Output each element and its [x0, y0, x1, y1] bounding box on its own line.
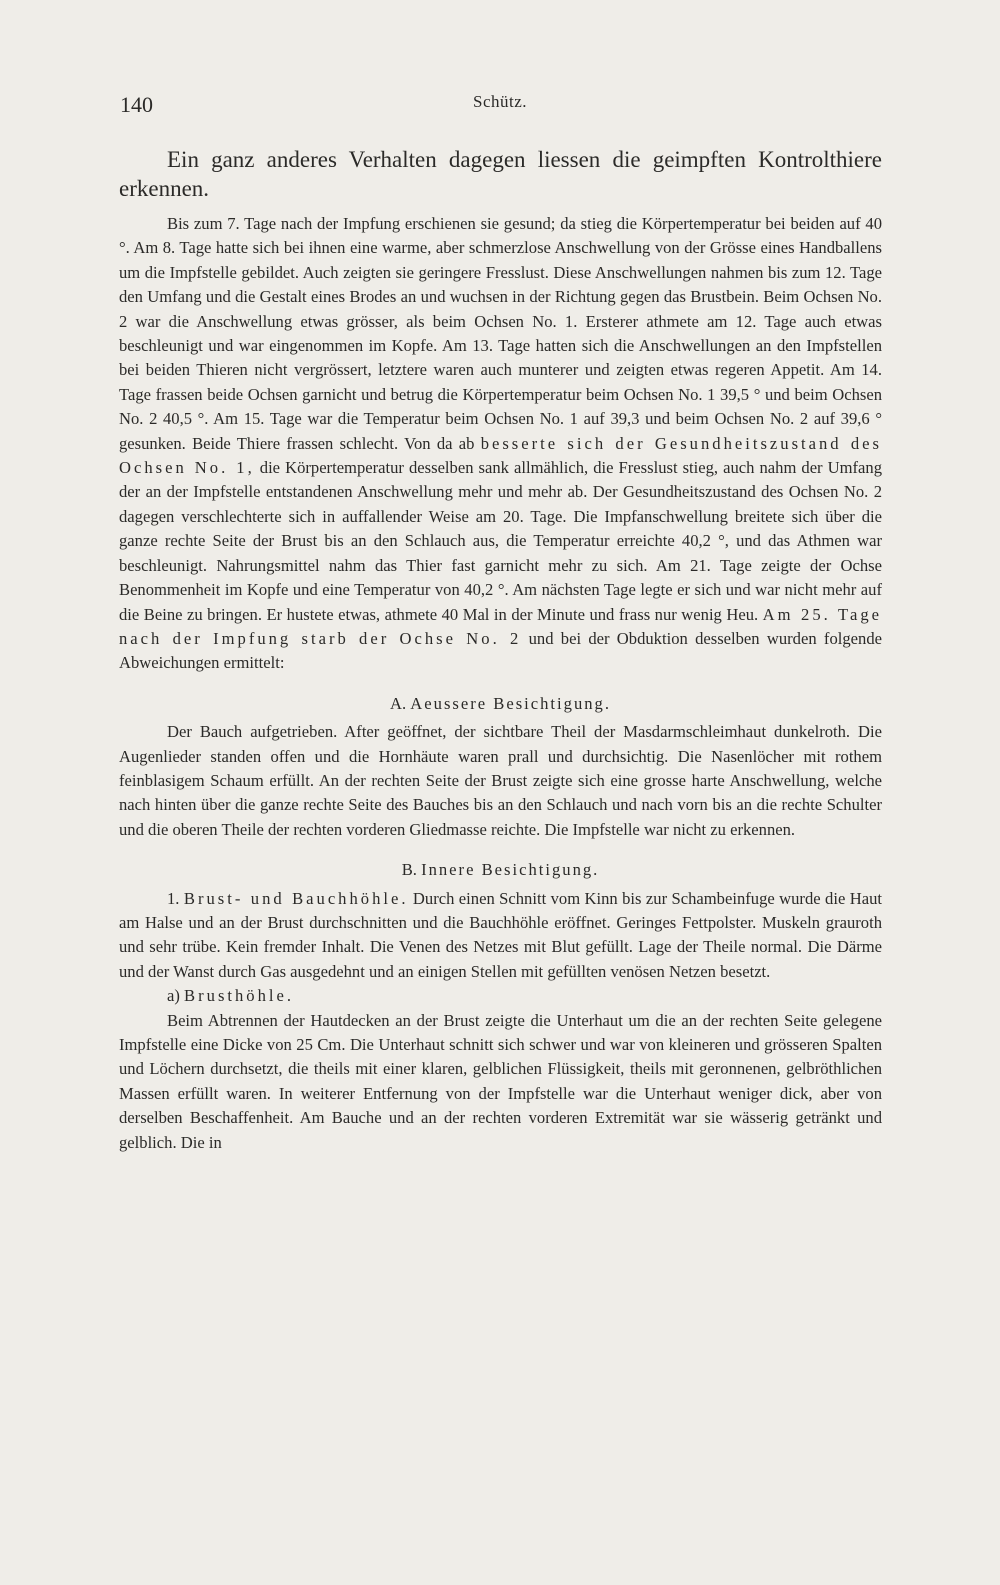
- paragraph-internal-inspection: [119, 887, 882, 985]
- subsection-title: Brusthöhle.: [184, 986, 295, 1006]
- paragraph-text: Bis zum 7. Tage nach der Impfung erschienen sie gesund; da stieg die Körpertemperatur bei beiden auf 40 °. Am 8. Tage hatte sich bei ihnen eine warme, aber schmerzlose Anschwellung von der Grösse eines Handballens um die Impfstelle gebildet. Auch zeigten sie geringere Fresslust. Diese Anschwellungen nahmen bis zum 12. Tage den Umfang und die Gestalt eines Brodes an und wuchsen in der Richtung gegen das Brustbein. Beim Ochsen No. 2 war die Anschwellung etwas grösser, als beim Ochsen No. 1. Ersterer athmete am 12. Tage auch etwas beschleunigt und war eingenommen im Kopfe. Am 13. Tage hatten sich die Anschwellungen an den Impfstellen bei beiden Thieren nicht vergrössert, letztere waren auch munterer und zeigten etwas regeren Appetit. Am 14. Tage frassen beide Ochsen garnicht und betrug die Körpertemperatur beim Ochsen No. 1 39,5 ° und beim Ochsen No. 2 40,5 °. Am 15. Tage war die Temperatur beim Ochsen No. 1 auf 39,3 und beim Ochsen No. 2 auf 39,6 ° gesunken. Beide Thiere frassen schlecht. Von da ab: [119, 214, 882, 453]
- paragraph-text: und bei der Obduktion desselben wurden folgende Abweichungen ermittelt:: [119, 628, 882, 673]
- running-head: Schütz.: [472, 92, 528, 111]
- paragraph-text: die Körpertemperatur desselben sank allmählich, die Fresslust stieg, auch nahm der Umfang der an der Impfstelle entstandenen Anschwellung mehr und mehr ab. Der Gesundheitszustand des Ochsen No. 2 dagegen verschlechterte sich in auffallender Weise am 20. Tage. Die Impfanschwellung breitete sich über die ganze rechte Seite der Brust bis an den Schlauch aus, die Temperatur erreichte 40,2 °, und das Athmen war beschleunigt. Nahrungsmittel nahm das Thier fast garnicht mehr zu sich. Am 21. Tage zeigte der Ochse Benommenheit im Kopfe und eine Temperatur von 40,2 °. Am nächsten Tage legte er sich und war nicht mehr auf die Beine zu bringen. Er hustete etwas, athmete 40 Mal in der Minute und frass nur wenig Heu.: [119, 458, 883, 624]
- section-heading-b: [119, 858, 882, 882]
- subsection-label: [119, 984, 882, 1008]
- section-prefix: A.: [390, 693, 411, 713]
- section-heading-a: [119, 692, 882, 716]
- page-number: 140: [120, 92, 153, 117]
- paragraph-clinical-course: [119, 212, 882, 676]
- spaced-emphasis: besserte sich der Gesundheitszustand des Ochsen No. 1,: [119, 433, 882, 478]
- section-prefix: B.: [401, 860, 422, 880]
- section-title: Innere Besichtigung.: [421, 860, 600, 880]
- paragraph-text: Durch einen Schnitt vom Kinn bis zur Schambeinfuge wurde die Haut am Halse und an der Brust durchschnitten und die Bauchhöhle eröffnet. Geringes Fettpolster. Muskeln grauroth und sehr trübe. Kein fremder Inhalt. Die Venen des Netzes mit Blut gefüllt. Lage der Theile normal. Die Därme und der Wanst durch Gas ausgedehnt und an einigen Stellen mit gefüllten venösen Netzen besetzt.: [119, 888, 882, 981]
- page-content: [119, 145, 882, 1155]
- section-title: Aeussere Besichtigung.: [410, 693, 611, 713]
- item-prefix: 1.: [167, 888, 184, 908]
- page-header: [120, 92, 880, 122]
- subsection-prefix: a): [167, 986, 185, 1006]
- item-label: Brust- und Bauchhöhle.: [183, 888, 409, 908]
- paragraph-thoracic-cavity: Beim Abtrennen der Hautdecken an der Brust zeigte die Unterhaut um die an der rechten Seite gelegene Impfstelle eine Dicke von 25 Cm. Die Unterhaut schnitt sich schwer und war von kleineren und grösseren Spalten und Löchern durchsetzt, die theils mit einer klaren, gelblichen Flüssigkeit, theils mit geronnenen, gelbröthlichen Massen erfüllt waren. In weiterer Entfernung von der Impfstelle war die Unterhaut weniger dick, aber von derselben Beschaffenheit. Am Bauche und an der rechten vorderen Extremität war sie wässerig getränkt und gelblich. Die in: [119, 1010, 882, 1152]
- spaced-emphasis: Am 25. Tage nach der Impfung starb der Ochse No. 2: [119, 604, 882, 648]
- lead-paragraph: Ein ganz anderes Verhalten dagegen liessen die geimpften Kontrolthiere erkennen.: [119, 147, 882, 201]
- paragraph-external-inspection: Der Bauch aufgetrieben. After geöffnet, der sichtbare Theil der Masdarmschleimhaut dunkelroth. Die Augenlieder standen offen und die Hornhäute waren prall und durchsichtig. Die Nasenlöcher mit rothem feinblasigem Schaum erfüllt. An der rechten Seite der Brust zeigte sich eine grosse harte Anschwellung, welche nach hinten über die ganze rechte Seite des Bauches bis an den Schlauch und nach vorn bis an die rechte Schulter und die oberen Theile der rechten vorderen Gliedmasse reichte. Die Impfstelle war nicht zu erkennen.: [119, 722, 882, 839]
